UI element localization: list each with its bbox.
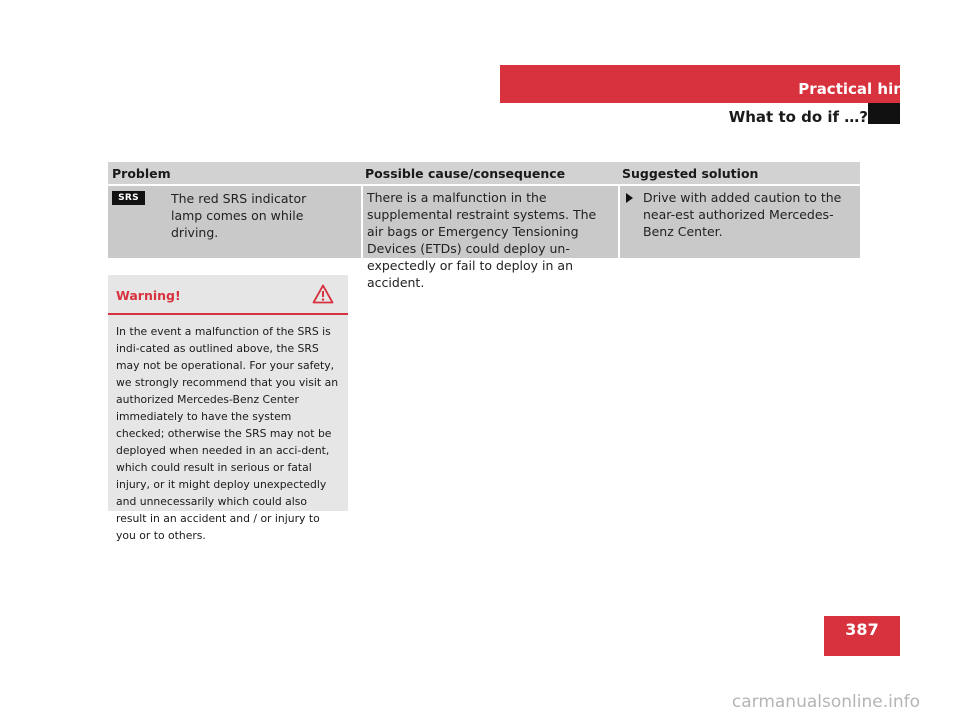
watermark: carmanualsonline.info bbox=[731, 692, 920, 712]
problem-text: The red SRS indicator lamp comes on while driving. bbox=[171, 191, 307, 240]
table-row bbox=[108, 186, 860, 290]
warning-box bbox=[108, 275, 348, 542]
cause-cell: There is a malfunction in the supplemental restraint systems. The air bags or Emergency Tensioning Devices (ETDs) could deploy un-expectedly or fail to deploy in an accident. bbox=[361, 186, 618, 258]
warning-triangle-icon bbox=[312, 284, 334, 304]
page-number-box bbox=[824, 616, 900, 656]
troubleshooting-table bbox=[108, 162, 860, 290]
page-tab-marker bbox=[868, 103, 900, 124]
solution-cell bbox=[618, 186, 860, 258]
column-header-cause: Possible cause/consequence bbox=[365, 166, 566, 181]
column-header-solution: Suggested solution bbox=[622, 166, 759, 181]
solution-text: Drive with added caution to the near-est authorized Mercedes-Benz Center. bbox=[643, 190, 842, 239]
section-title: Practical hints bbox=[798, 80, 920, 98]
column-header-problem: Problem bbox=[112, 166, 171, 181]
table-header-row bbox=[108, 162, 860, 184]
srs-indicator-icon: SRS bbox=[112, 191, 145, 205]
page-number: 387 bbox=[845, 620, 879, 639]
warning-text: In the event a malfunction of the SRS is indi-cated as outlined above, the SRS may not be operational. For your safety, we strongly recommend that you visit an authorized Mercedes-Benz Center immediately to have the system checked; otherwise the SRS may not be deployed when needed in an acci-dent, which could result in serious or fatal injury, or it might deploy unexpectedly and unnecessarily which could also result in an accident and / or injury to you or to others. bbox=[116, 325, 339, 542]
warning-title: Warning! bbox=[116, 288, 181, 303]
subsection-title: What to do if …? bbox=[728, 108, 868, 126]
warning-header bbox=[108, 275, 348, 315]
bullet-arrow-icon bbox=[626, 193, 633, 203]
problem-cell bbox=[108, 186, 361, 258]
